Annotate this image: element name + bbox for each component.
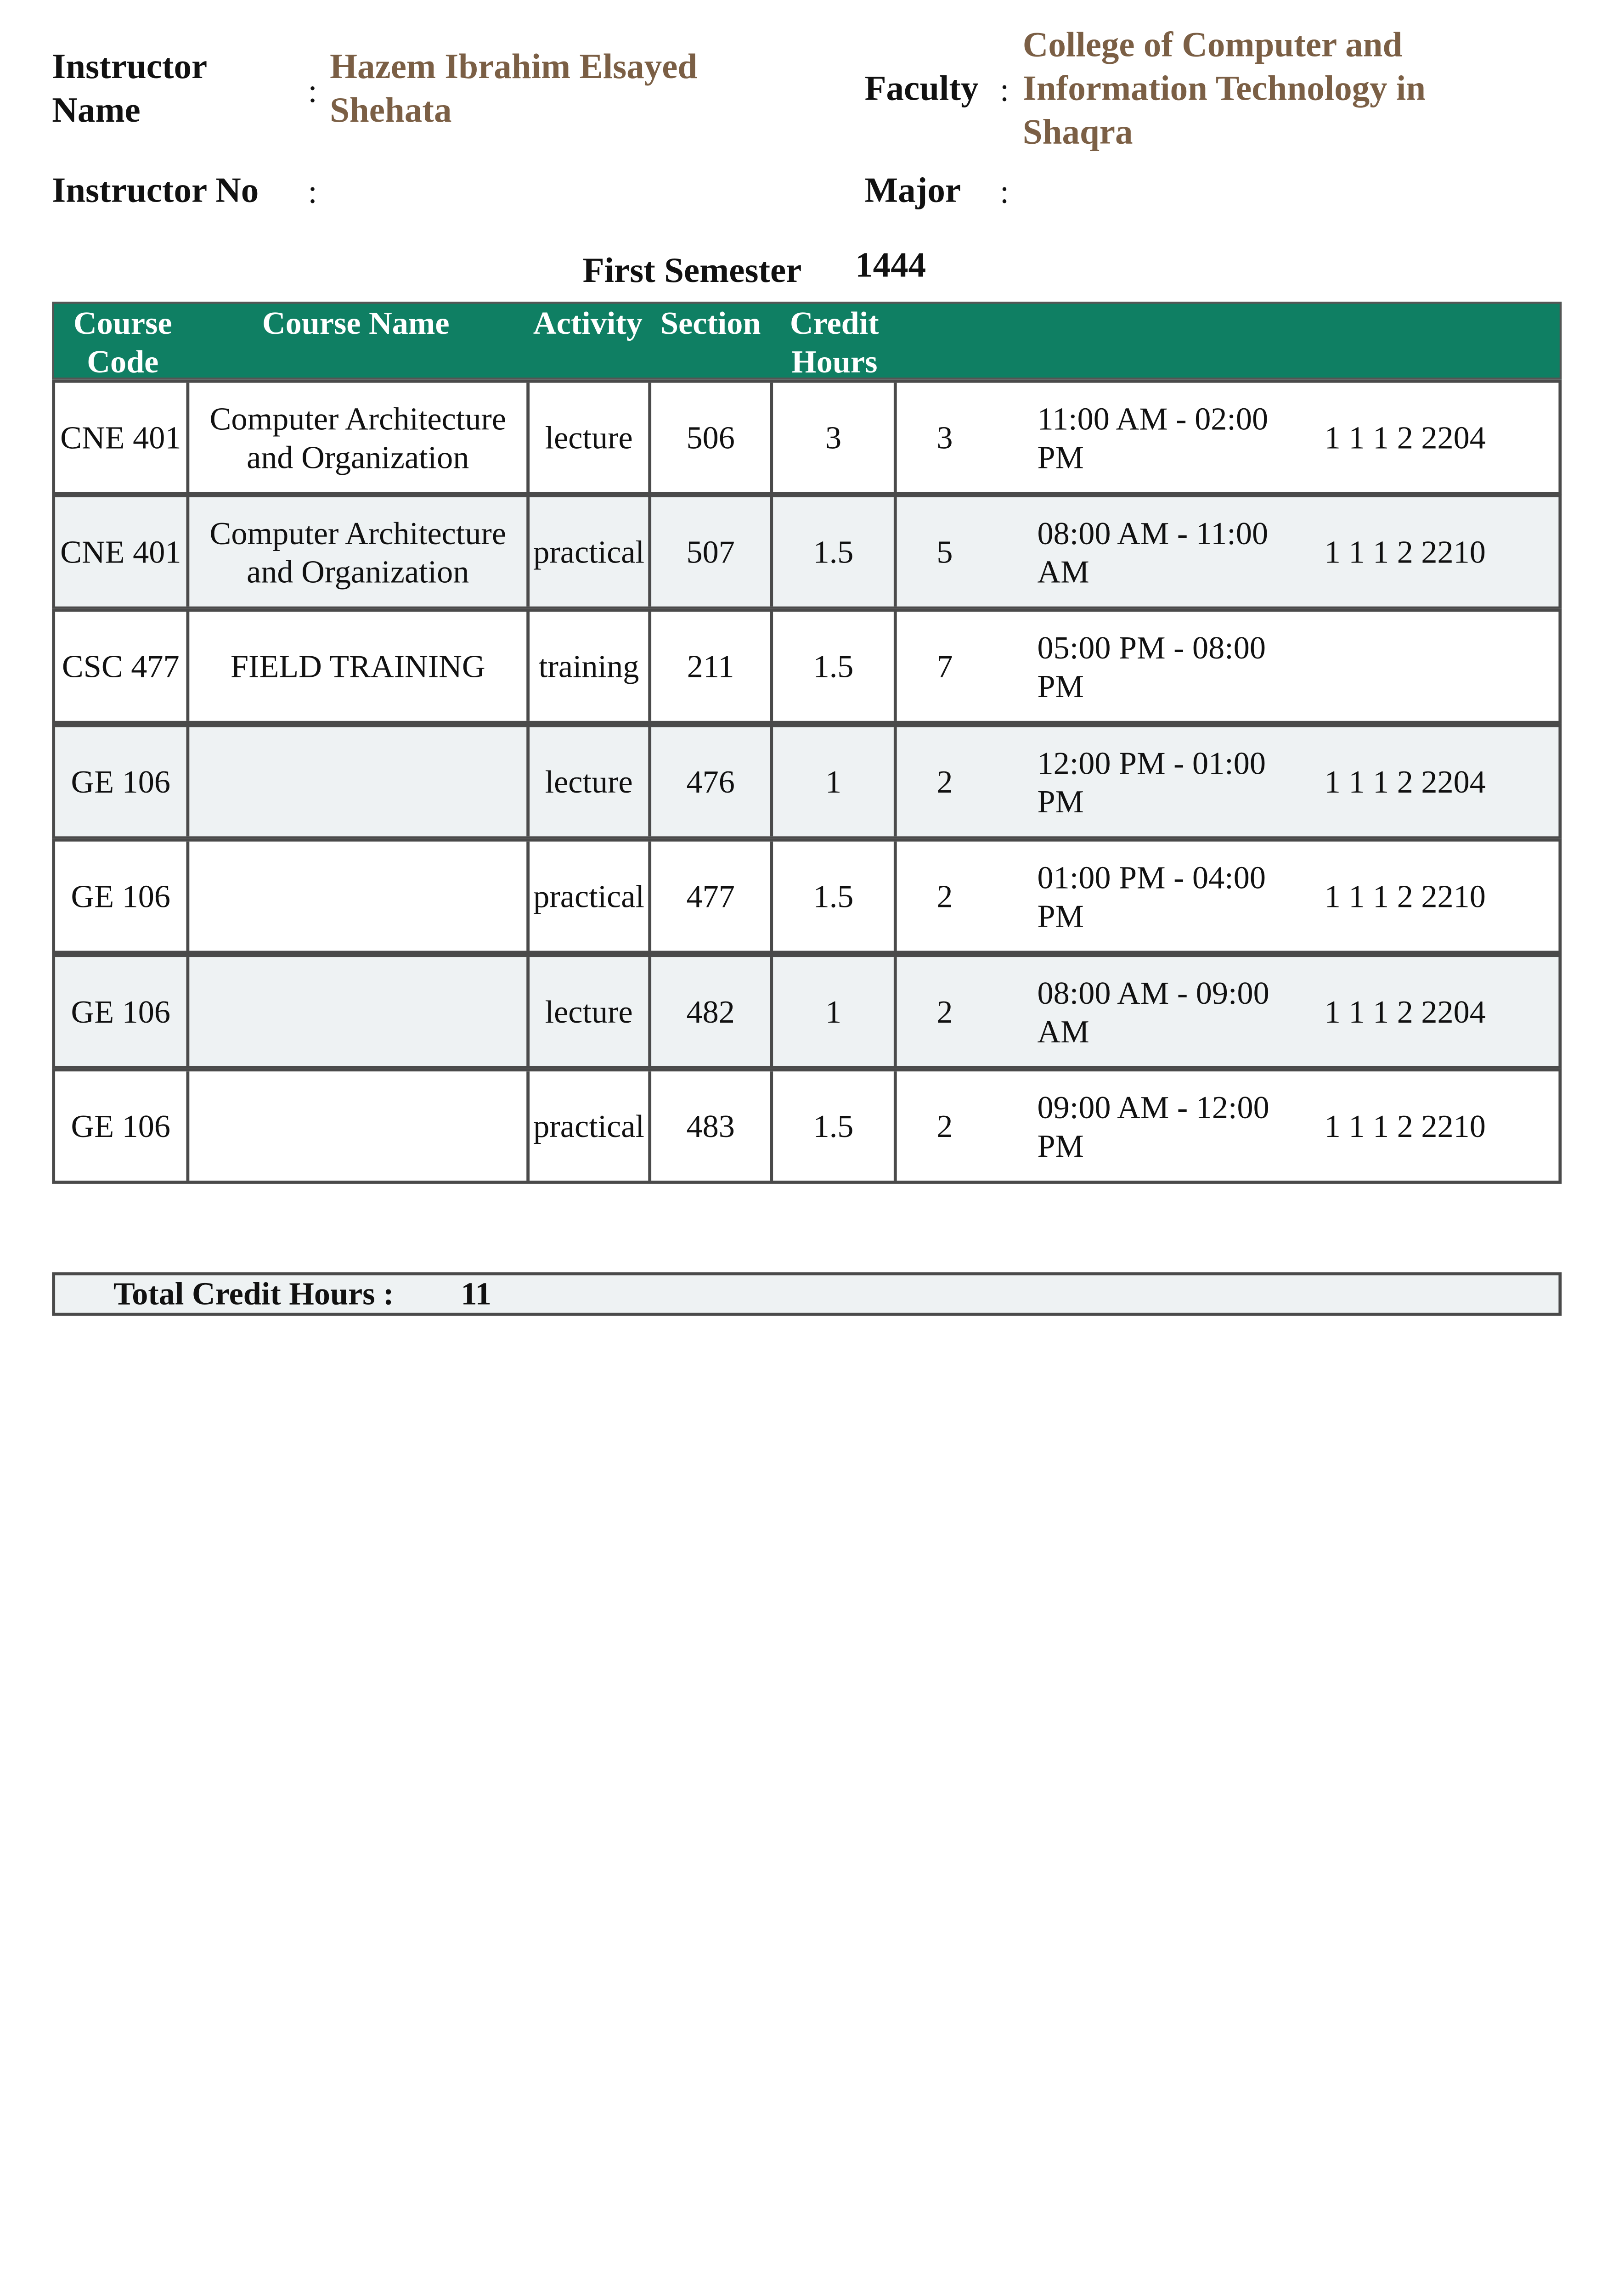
column-divider xyxy=(770,842,773,951)
column-divider xyxy=(894,842,897,951)
column-divider xyxy=(770,612,773,721)
credit-cell: 1.5 xyxy=(813,534,854,570)
day-cell: 2 xyxy=(936,763,953,800)
activity-cell: lecture xyxy=(545,419,633,456)
course-code-cell: GE 106 xyxy=(71,763,171,800)
column-header-course-code: Course Code xyxy=(73,304,172,380)
course-name-cell xyxy=(189,1071,526,1181)
semester-year: 1444 xyxy=(855,246,926,285)
table-row xyxy=(52,380,1562,495)
section-cell: 476 xyxy=(686,763,735,800)
instructor-no-label: Instructor No xyxy=(52,171,259,210)
section-cell: 211 xyxy=(687,648,734,685)
column-divider xyxy=(186,497,189,607)
time-cell: 05:00 PM - 08:00 PM xyxy=(1037,629,1266,704)
time-cell: 09:00 AM - 12:00 PM xyxy=(1037,1088,1269,1164)
table-header xyxy=(52,302,1562,380)
column-header-credit-hours: Credit Hours xyxy=(790,304,879,380)
room-cell: 1 1 1 2 2204 xyxy=(1324,763,1486,800)
course-code-cell: CSC 477 xyxy=(62,648,180,685)
column-divider xyxy=(648,497,651,607)
column-divider xyxy=(648,842,651,951)
activity-cell: practical xyxy=(533,878,644,915)
column-divider xyxy=(526,383,530,492)
column-divider xyxy=(648,612,651,721)
room-cell: 1 1 1 2 2204 xyxy=(1324,419,1486,456)
activity-cell: lecture xyxy=(545,993,633,1030)
section-cell: 483 xyxy=(686,1108,735,1144)
column-divider xyxy=(526,497,530,607)
table-row xyxy=(52,838,1562,954)
instructor-name-separator: : xyxy=(308,72,317,109)
day-cell: 3 xyxy=(936,419,953,456)
credit-cell: 1.5 xyxy=(813,1108,854,1144)
day-cell: 5 xyxy=(936,534,953,570)
column-divider xyxy=(526,1071,530,1181)
day-cell: 2 xyxy=(936,993,953,1030)
section-cell: 506 xyxy=(686,419,735,456)
column-divider xyxy=(186,383,189,492)
time-cell: 01:00 PM - 04:00 PM xyxy=(1037,859,1266,934)
room-cell: 1 1 1 2 2210 xyxy=(1324,534,1486,570)
course-code-cell: GE 106 xyxy=(71,878,171,915)
instructor-no-separator: : xyxy=(308,173,317,210)
day-cell: 2 xyxy=(936,1108,953,1144)
room-cell xyxy=(1325,612,1533,721)
time-cell: 08:00 AM - 11:00 AM xyxy=(1037,514,1269,590)
column-divider xyxy=(770,1071,773,1181)
column-header-section: Section xyxy=(660,304,761,342)
column-divider xyxy=(770,727,773,836)
column-divider xyxy=(648,1071,651,1181)
time-cell: 11:00 AM - 02:00 PM xyxy=(1037,400,1269,475)
room-cell: 1 1 1 2 2210 xyxy=(1324,878,1486,915)
faculty-label: Faculty xyxy=(864,69,979,108)
column-divider xyxy=(770,957,773,1066)
column-divider xyxy=(894,383,897,492)
activity-cell: practical xyxy=(533,534,644,570)
section-cell: 477 xyxy=(686,878,735,915)
course-name-cell: FIELD TRAINING xyxy=(230,648,485,685)
course-name-cell: Computer Architecture and Organization xyxy=(209,400,506,475)
column-divider xyxy=(526,842,530,951)
activity-cell: practical xyxy=(533,1108,644,1144)
column-divider xyxy=(894,497,897,607)
room-cell: 1 1 1 2 2210 xyxy=(1324,1108,1486,1144)
column-divider xyxy=(648,383,651,492)
column-divider xyxy=(186,612,189,721)
major-label: Major xyxy=(864,171,961,210)
credit-cell: 1 xyxy=(825,763,842,800)
credit-cell: 1 xyxy=(825,993,842,1030)
column-divider xyxy=(526,727,530,836)
table-row xyxy=(52,608,1562,724)
column-header-activity: Activity xyxy=(533,304,643,342)
column-divider xyxy=(894,727,897,836)
column-divider xyxy=(648,957,651,1066)
course-name-cell: Computer Architecture and Organization xyxy=(209,514,506,590)
course-name-cell xyxy=(189,842,526,951)
course-code-cell: CNE 401 xyxy=(60,419,181,456)
column-divider xyxy=(648,727,651,836)
column-divider xyxy=(894,957,897,1066)
column-divider xyxy=(526,612,530,721)
column-divider xyxy=(186,842,189,951)
course-code-cell: CNE 401 xyxy=(60,534,181,570)
section-cell: 482 xyxy=(686,993,735,1030)
credit-cell: 1.5 xyxy=(813,648,854,685)
table-row xyxy=(52,494,1562,609)
course-code-cell: GE 106 xyxy=(71,1108,171,1144)
faculty-value: College of Computer and Information Technology in Shaqra xyxy=(1022,26,1426,152)
time-cell: 08:00 AM - 09:00 AM xyxy=(1037,974,1269,1049)
column-divider xyxy=(770,383,773,492)
column-divider xyxy=(186,727,189,836)
total-credit-hours-value: 11 xyxy=(461,1275,491,1312)
table-row xyxy=(52,1068,1562,1183)
semester-title: First Semester xyxy=(582,252,802,291)
activity-cell: training xyxy=(538,648,639,685)
major-separator: : xyxy=(999,173,1010,210)
faculty-separator: : xyxy=(999,71,1010,108)
column-divider xyxy=(526,957,530,1066)
room-cell: 1 1 1 2 2204 xyxy=(1324,993,1486,1030)
total-credit-hours-label: Total Credit Hours : xyxy=(113,1275,394,1312)
course-name-cell xyxy=(189,957,526,1066)
column-divider xyxy=(894,612,897,721)
table-row xyxy=(52,724,1562,839)
column-header-course-name: Course Name xyxy=(262,304,450,342)
day-cell: 2 xyxy=(936,878,953,915)
column-divider xyxy=(186,1071,189,1181)
column-divider xyxy=(770,497,773,607)
total-credit-hours-box xyxy=(52,1272,1562,1316)
section-cell: 507 xyxy=(686,534,735,570)
instructor-name-value: Hazem Ibrahim Elsayed Shehata xyxy=(330,48,698,130)
column-divider xyxy=(894,1071,897,1181)
activity-cell: lecture xyxy=(545,763,633,800)
day-cell: 7 xyxy=(936,648,953,685)
course-code-cell: GE 106 xyxy=(71,993,171,1030)
table-row xyxy=(52,954,1562,1069)
column-divider xyxy=(186,957,189,1066)
time-cell: 12:00 PM - 01:00 PM xyxy=(1037,744,1266,819)
course-name-cell xyxy=(189,727,526,836)
credit-cell: 3 xyxy=(825,419,842,456)
credit-cell: 1.5 xyxy=(813,878,854,915)
instructor-name-label: Instructor Name xyxy=(52,48,207,130)
